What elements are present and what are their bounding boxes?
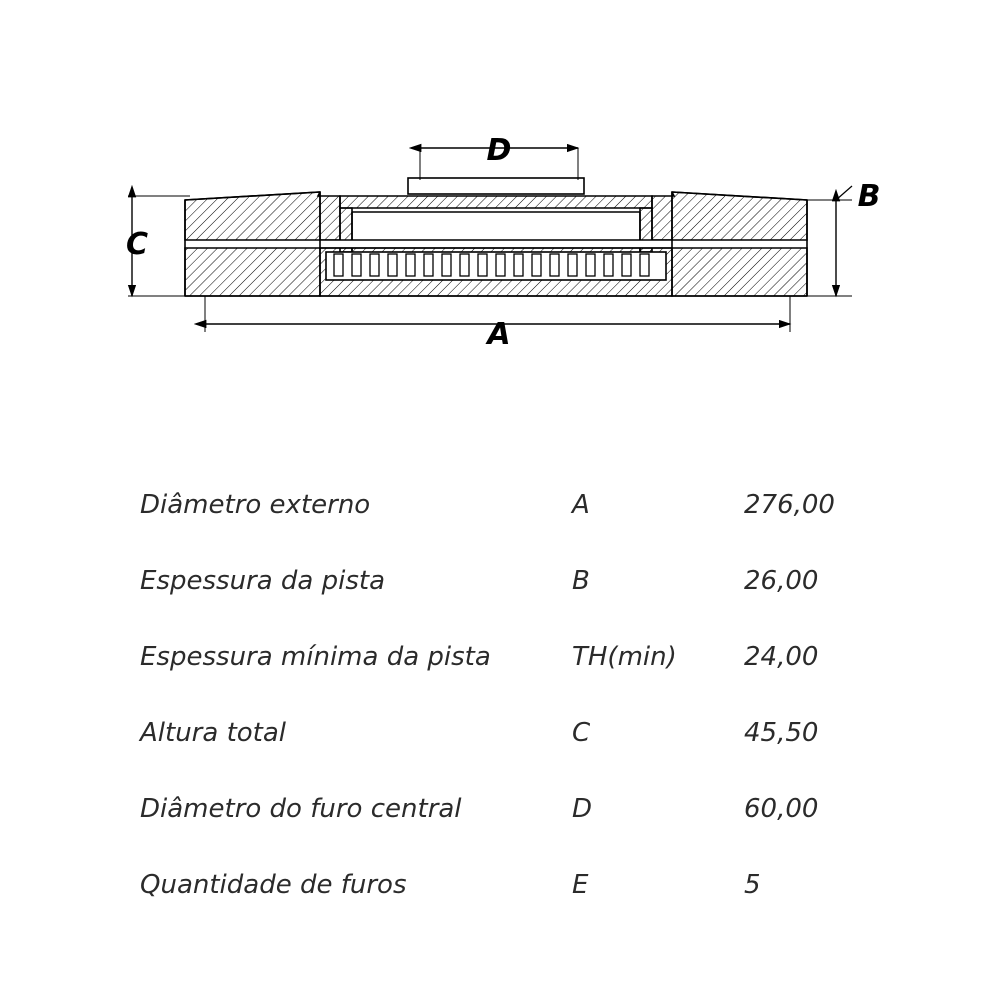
dimension-label-a: A (487, 317, 511, 352)
spec-symbol: TH(min) (572, 642, 677, 672)
spec-name: Altura total (140, 718, 287, 748)
spec-symbol: C (572, 718, 591, 748)
spec-value: 24,00 (744, 642, 819, 672)
table-row (140, 718, 900, 794)
spec-symbol: D (572, 794, 593, 824)
spec-name: Diâmetro externo (140, 490, 371, 520)
table-row (140, 490, 900, 566)
spec-name: Quantidade de furos (140, 870, 407, 900)
spec-symbol: A (572, 490, 590, 520)
table-row (140, 642, 900, 718)
spec-name: Espessura da pista (140, 566, 386, 596)
technical-drawing (0, 0, 1000, 460)
table-row (140, 870, 900, 946)
table-row (140, 566, 900, 642)
spec-value: 26,00 (744, 566, 819, 596)
dimension-label-d: D (486, 133, 512, 168)
spec-symbol: E (572, 870, 589, 900)
spec-symbol: B (572, 566, 590, 596)
specification-table (140, 490, 900, 946)
spec-value: 276,00 (744, 490, 835, 520)
spec-name: Espessura mínima da pista (140, 642, 491, 672)
spec-value: 5 (744, 870, 761, 900)
spec-value: 45,50 (744, 718, 819, 748)
spec-name: Diâmetro do furo central (140, 794, 462, 824)
dimension-label-b: B (857, 179, 881, 214)
spec-value: 60,00 (744, 794, 819, 824)
dimension-label-c: C (125, 227, 149, 262)
table-row (140, 794, 900, 870)
